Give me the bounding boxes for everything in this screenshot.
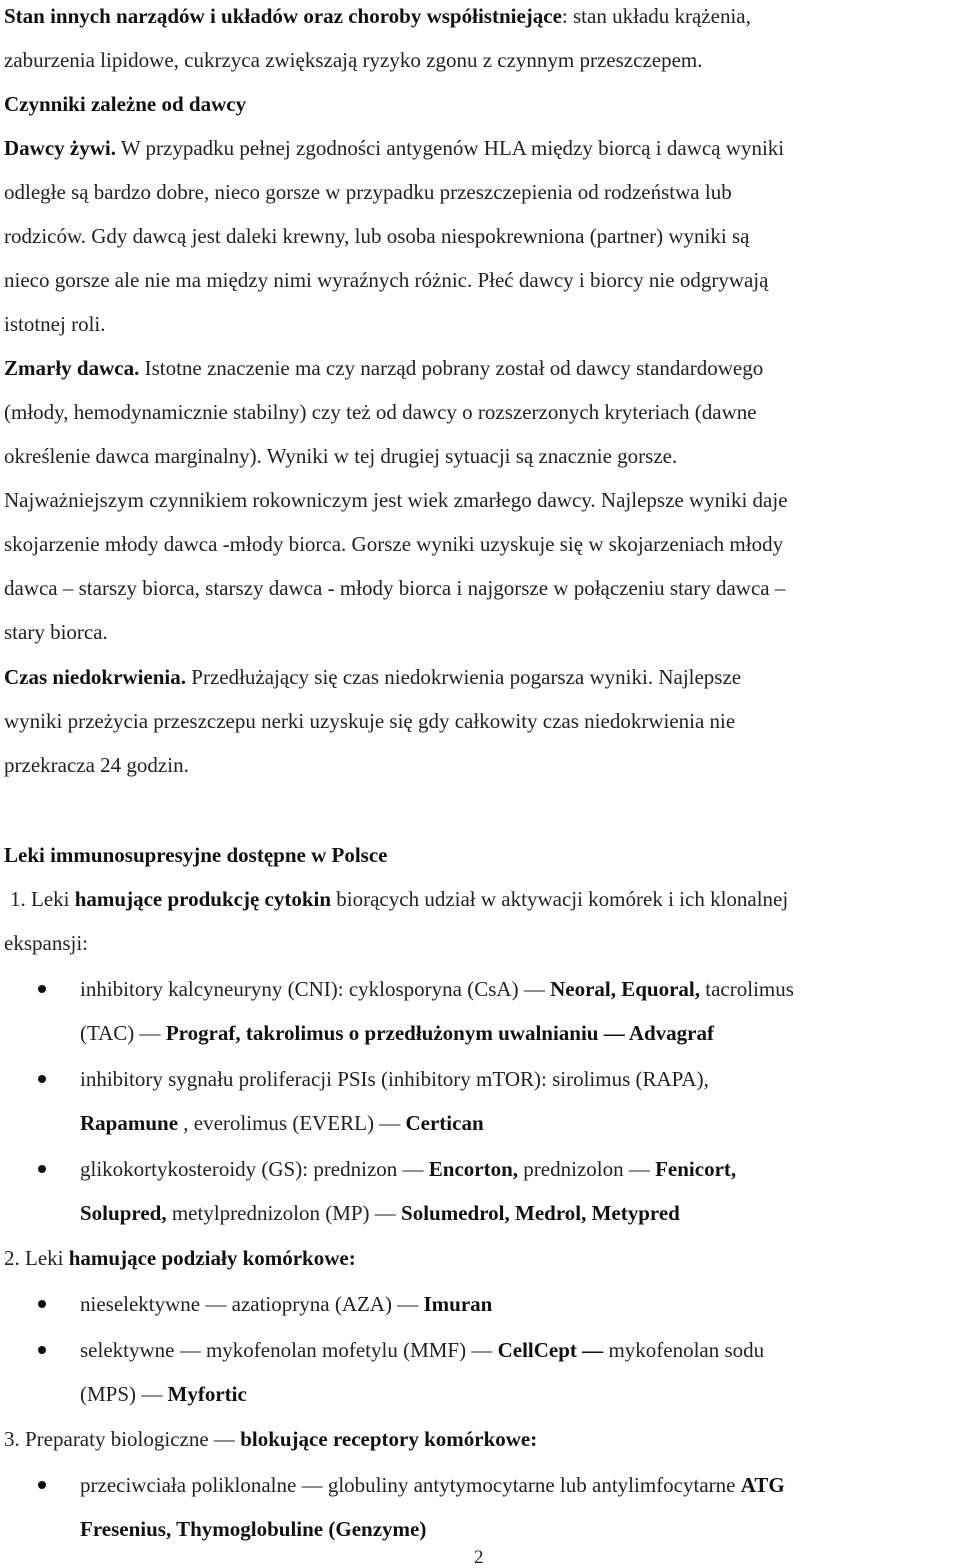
para-zmarly-line-3: określenie dawca marginalny). Wyniki w tej drugiej sytuacji są znacznie gorsze. (4, 444, 678, 468)
section-3-number: 3. Preparaty biologiczne — (4, 1427, 241, 1451)
para-inne-line-2: zaburzenia lipidowe, cukrzyca zwiększają ryzyko zgonu z czynnym przeszczepem. (4, 48, 703, 72)
para-czas-line-1 (4, 664, 741, 690)
para-inne-line-1 (4, 3, 751, 29)
bullet-2-bold-2: Certican (405, 1111, 484, 1135)
bullet-5-line-1 (80, 1337, 764, 1363)
section-2-line-1 (4, 1245, 356, 1271)
para-zywi-line-3: rodziców. Gdy dawcą jest daleki krewny, lub osoba niespokrewniona (partner) wyniki są (4, 224, 750, 248)
section-3-bold: blokujące receptory komórkowe: (240, 1427, 538, 1451)
bullet-5-bold: CellCept — (497, 1338, 604, 1362)
bullet-1-text-3: (TAC) — (80, 1021, 166, 1045)
para-czas-line-2: wyniki przeżycia przeszczepu nerki uzyskuje się gdy całkowity czas niedokrwienia nie (4, 709, 736, 733)
bullet-3-text-2: prednizolon — (518, 1157, 656, 1181)
bullet-5-line-2 (80, 1381, 247, 1407)
bullet-6-line-1 (80, 1472, 785, 1498)
para-zywi-text: W przypadku pełnej zgodności antygenów HLA między biorcą i dawcą wyniki (115, 136, 785, 160)
section-2-bold: hamujące podziały komórkowe: (68, 1246, 356, 1270)
bullet-1-text: inhibitory kalcyneuryny (CNI): cyklosporyna (CsA) — (80, 977, 551, 1001)
para-inne-text: : stan układu krążenia, (561, 4, 751, 28)
bullet-dot (38, 1165, 46, 1173)
para-zywi-line-4: nieco gorsze ale nie ma między nimi wyraźnych różnic. Płeć dawcy i biorcy nie odgrywają (4, 268, 769, 292)
para-czas-bold: Czas niedokrwienia. (4, 665, 187, 689)
para-czas-text: Przedłużający się czas niedokrwienia pogarsza wyniki. Najlepsze (186, 665, 742, 689)
section-2-number: 2. Leki (4, 1246, 69, 1270)
section-1-number: 1. Leki (10, 887, 75, 911)
para-zmarly-bold: Zmarły dawca. (4, 356, 140, 380)
bullet-dot (38, 1300, 46, 1308)
page-number: 2 (474, 1547, 484, 1568)
para-inne-bold: Stan innych narządów i układów oraz choroby współistniejące (4, 4, 562, 28)
para-zywi-line-5: istotnej roli. (4, 312, 106, 336)
para-zywi-line-1 (4, 135, 784, 161)
bullet-2-line-2 (80, 1110, 484, 1136)
section-1-text: biorących udział w aktywacji komórek i ich klonalnej (331, 887, 789, 911)
bullet-6-line-2 (80, 1516, 426, 1542)
para-zywi-bold: Dawcy żywi. (4, 136, 116, 160)
bullet-6-bold-2: Fresenius, Thymoglobuline (Genzyme) (80, 1517, 427, 1541)
bullet-1-bold: Neoral, Equoral, (550, 977, 701, 1001)
heading-czynniki-dawcy (4, 91, 246, 117)
section-1-line-2: ekspansji: (4, 931, 88, 955)
para-zmarly-line-6: dawca – starszy biorca, starszy dawca - młody biorca i najgorsze w połączeniu stary dawca – (4, 576, 786, 600)
para-zywi-line-2: odległe są bardzo dobre, nieco gorsze w przypadku przeszczepienia od rodzeństwa lub (4, 180, 732, 204)
section-1-bold: hamujące produkcję cytokin (74, 887, 332, 911)
bullet-3-line-1 (80, 1156, 736, 1182)
bullet-4-line-1 (80, 1291, 492, 1317)
bullet-4-text: nieselektywne — azatiopryna (AZA) — (80, 1292, 424, 1316)
bullet-dot (38, 985, 46, 993)
bullet-2-text: , everolimus (EVERL) — (178, 1111, 406, 1135)
section-1-line-1 (10, 886, 788, 912)
bullet-3-bold-3: Solupred, (80, 1201, 167, 1225)
bullet-1-line-2 (80, 1020, 714, 1046)
bullet-3-text: glikokortykosteroidy (GS): prednizon — (80, 1157, 429, 1181)
bullet-5-text-3: (MPS) — (80, 1382, 168, 1406)
para-zmarly-line-7: stary biorca. (4, 620, 108, 644)
bullet-3-bold-2: Fenicort, (655, 1157, 737, 1181)
bullet-5-text-2: mykofenolan sodu (603, 1338, 765, 1362)
bullet-4-bold: Imuran (423, 1292, 493, 1316)
bullet-dot (38, 1346, 46, 1354)
para-zmarly-line-2: (młody, hemodynamicznie stabilny) czy też od dawcy o rozszerzonych kryteriach (dawne (4, 400, 757, 424)
bullet-3-bold: Encorton, (428, 1157, 519, 1181)
bullet-2-line-1: inhibitory sygnału proliferacji PSIs (inhibitory mTOR): sirolimus (RAPA), (80, 1067, 709, 1091)
heading-leki (4, 842, 387, 868)
bullet-2-bold: Rapamune (80, 1111, 179, 1135)
section-3-line-1 (4, 1426, 537, 1452)
bullet-6-bold: ATG (740, 1473, 785, 1497)
bullet-1-text-2: tacrolimus (700, 977, 794, 1001)
para-zmarly-line-4: Najważniejszym czynnikiem rokowniczym jest wiek zmarłego dawcy. Najlepsze wyniki daje (4, 488, 788, 512)
bullet-6-text: przeciwciała poliklonalne — globuliny antytymocytarne lub antylimfocytarne (80, 1473, 741, 1497)
bullet-3-bold-4: Solumedrol, Medrol, Metypred (401, 1201, 680, 1225)
bullet-dot (38, 1481, 46, 1489)
para-czas-line-3: przekracza 24 godzin. (4, 753, 189, 777)
bullet-1-bold-2: Prograf, takrolimus o przedłużonym uwalnianiu — Advagraf (165, 1021, 714, 1045)
para-zmarly-text: Istotne znaczenie ma czy narząd pobrany został od dawcy standardowego (139, 356, 764, 380)
bullet-3-text-3: metylprednizolon (MP) — (166, 1201, 402, 1225)
heading-leki-text: Leki immunosupresyjne dostępne w Polsce (4, 843, 388, 867)
heading-czynniki-dawcy-text: Czynniki zależne od dawcy (4, 92, 247, 116)
para-zmarly-line-5: skojarzenie młody dawca -młody biorca. Gorsze wyniki uzyskuje się w skojarzeniach młody (4, 532, 784, 556)
para-zmarly-line-1 (4, 355, 763, 381)
bullet-dot (38, 1075, 46, 1083)
bullet-1-line-1 (80, 976, 794, 1002)
bullet-3-line-2 (80, 1200, 680, 1226)
bullet-5-bold-2: Myfortic (167, 1382, 247, 1406)
bullet-5-text: selektywne — mykofenolan mofetylu (MMF) — (80, 1338, 498, 1362)
